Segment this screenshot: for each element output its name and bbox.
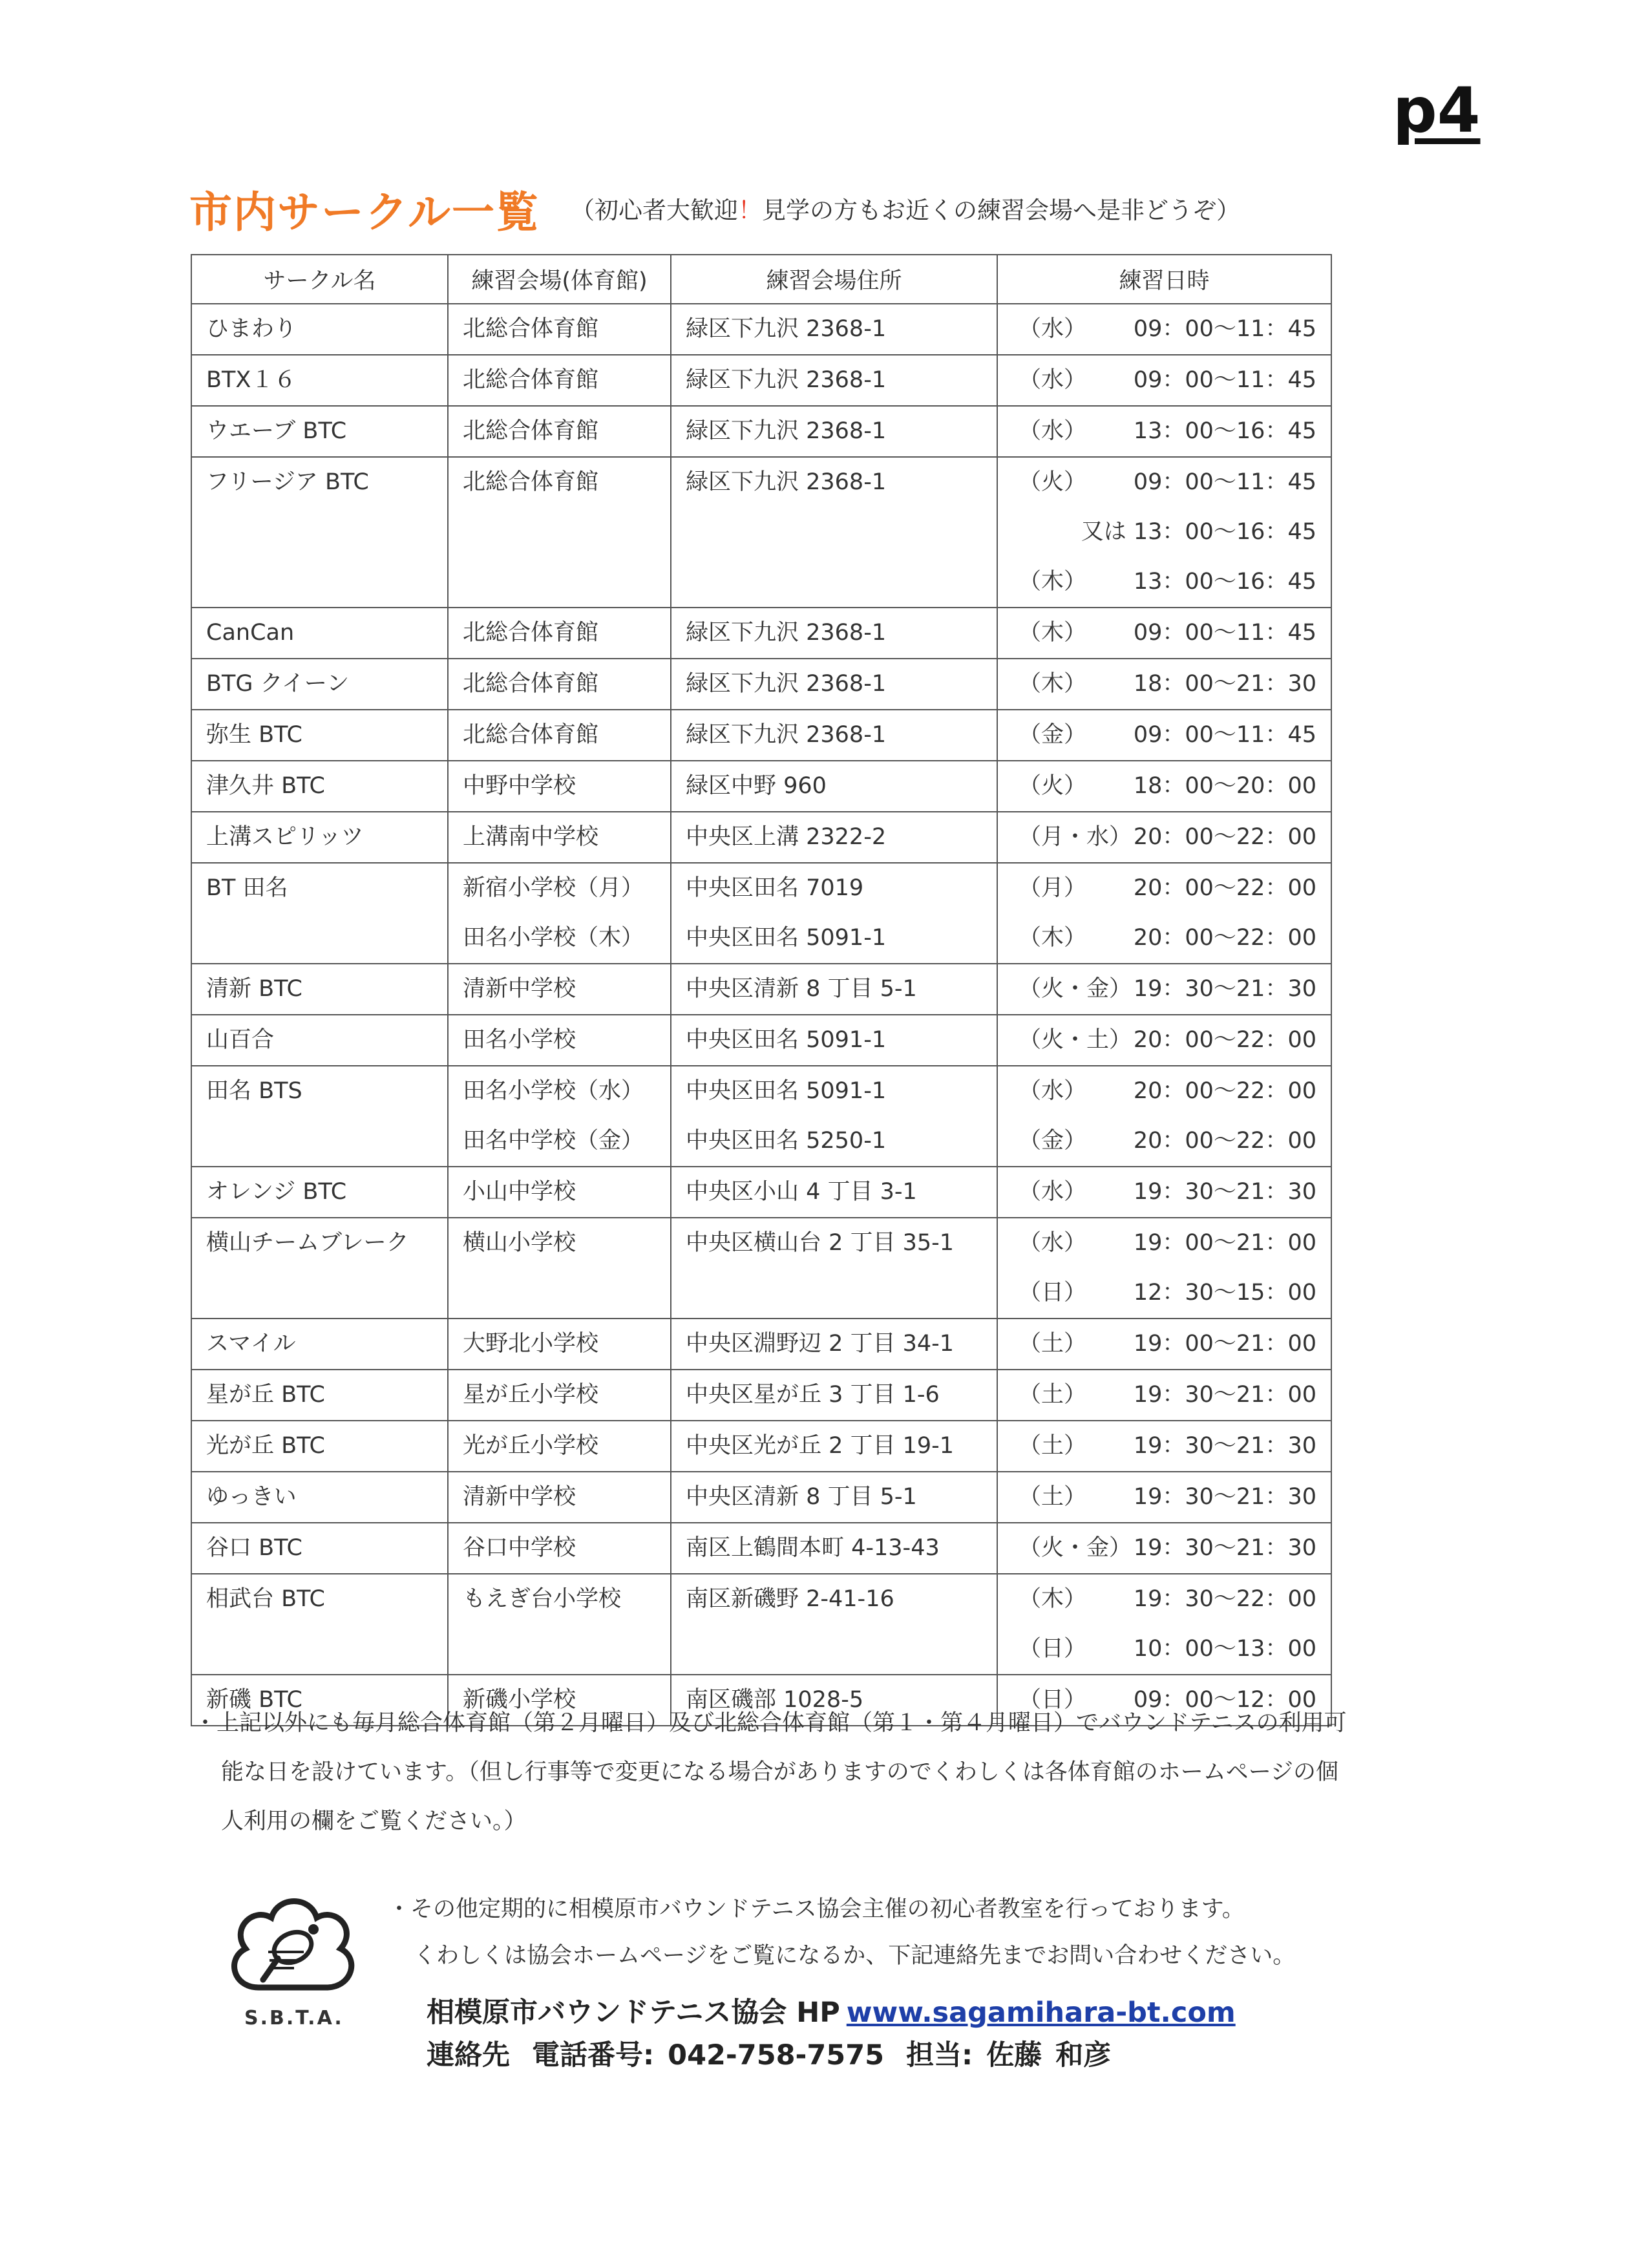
schedule-line <box>998 1066 1331 1116</box>
address-cell <box>671 1218 997 1319</box>
venue: 小山中学校 <box>463 1179 576 1205</box>
circle-name: 横山チームブレーク <box>206 1230 409 1256</box>
header-venue: 練習会場(体育館) <box>448 255 671 304</box>
table-body <box>191 304 1331 1726</box>
venue-cell <box>448 710 671 761</box>
schedule-day: （水） <box>1019 418 1087 444</box>
address-cell <box>671 863 997 964</box>
schedule-day: （日） <box>1019 1636 1087 1662</box>
schedule-time: 20：00～22：00 <box>1133 1027 1316 1053</box>
schedule-cell <box>997 1574 1331 1675</box>
cloud-racket-logo-icon <box>223 1891 362 2007</box>
venue: 谷口中学校 <box>463 1535 576 1561</box>
venue-cell <box>448 812 671 863</box>
schedule-day: （木） <box>1019 671 1087 697</box>
schedule-time: 09：00～11：45 <box>1133 620 1316 646</box>
schedule-day: （木） <box>1019 569 1087 595</box>
circle-name-cell <box>191 1523 448 1574</box>
address: 緑区下九沢 2368-1 <box>686 367 887 393</box>
schedule-line <box>998 1015 1331 1065</box>
table-row <box>191 1066 1331 1167</box>
address: 中央区清新 8 丁目 5-1 <box>686 976 917 1002</box>
venue: 新宿小学校（月） <box>463 875 644 901</box>
circle-name: 上溝スピリッツ <box>206 824 364 850</box>
schedule-time: 20：00～22：00 <box>1133 925 1316 951</box>
circle-name-cell <box>191 355 448 406</box>
venue-cell <box>448 304 671 355</box>
schedule-line <box>998 659 1331 709</box>
venue: 北総合体育館 <box>463 671 599 697</box>
schedule-cell <box>997 1066 1331 1167</box>
schedule-time: 12：30～15：00 <box>1133 1280 1316 1306</box>
circle-name: BT 田名 <box>206 875 288 901</box>
circle-name: 谷口 BTC <box>206 1535 302 1561</box>
address-cell <box>671 812 997 863</box>
circle-name: 津久井 BTC <box>206 773 325 799</box>
schedule-day: （土） <box>1019 1382 1087 1408</box>
schedule-day: （水） <box>1019 1230 1087 1256</box>
note-beginner-line2: くわしくは協会ホームページをご覧になるか、下記連絡先までお問い合わせください。 <box>414 1943 1296 1969</box>
address: 緑区中野 960 <box>686 773 827 799</box>
table-row <box>191 1319 1331 1370</box>
circle-name: 星が丘 BTC <box>206 1382 325 1408</box>
venue-cell <box>448 1421 671 1472</box>
table-row <box>191 608 1331 659</box>
schedule-line <box>998 1574 1331 1624</box>
page-number: p4 <box>1393 74 1481 147</box>
schedule-time: 19：30～21：30 <box>1133 976 1316 1002</box>
schedule-day: （日） <box>1019 1687 1087 1713</box>
schedule-cell <box>997 863 1331 964</box>
table-row <box>191 710 1331 761</box>
venue: 田名小学校（水） <box>463 1078 644 1104</box>
address: 緑区下九沢 2368-1 <box>686 722 887 748</box>
venue-cell <box>448 1167 671 1218</box>
schedule-time: 19：30～22：00 <box>1133 1586 1316 1612</box>
address: 中央区淵野辺 2 丁目 34-1 <box>686 1331 955 1357</box>
schedule-time: 19：30～21：00 <box>1133 1382 1316 1408</box>
schedule-cell <box>997 1421 1331 1472</box>
circle-name: 田名 BTS <box>206 1078 302 1104</box>
table-row <box>191 1472 1331 1523</box>
schedule-line <box>998 507 1331 557</box>
schedule-time: 09：00～12：00 <box>1133 1687 1316 1713</box>
circle-name: ひまわり <box>206 316 297 342</box>
venue: 上溝南中学校 <box>463 824 599 850</box>
schedule-cell <box>997 1370 1331 1421</box>
circle-name-cell <box>191 710 448 761</box>
circle-name-cell <box>191 659 448 710</box>
schedule-cell <box>997 457 1331 608</box>
table-row <box>191 1167 1331 1218</box>
address-cell <box>671 1523 997 1574</box>
schedule-line <box>998 608 1331 658</box>
schedule-day: （木） <box>1019 1586 1087 1612</box>
venue-cell <box>448 1015 671 1066</box>
circle-name-cell <box>191 457 448 608</box>
schedule-cell <box>997 761 1331 812</box>
schedule-line <box>998 1116 1331 1166</box>
schedule-cell <box>997 1218 1331 1319</box>
schedule-time: 19：30～21：30 <box>1133 1535 1316 1561</box>
address: 中央区小山 4 丁目 3-1 <box>686 1179 917 1205</box>
address: 中央区田名 7019 <box>686 875 864 901</box>
venue: 北総合体育館 <box>463 620 599 646</box>
schedule-line <box>998 557 1331 607</box>
schedule-time: 09：00～11：45 <box>1133 316 1316 342</box>
table-header-row <box>191 255 1331 304</box>
circle-name: BTX１６ <box>206 367 297 393</box>
schedule-cell <box>997 659 1331 710</box>
contact-person: 担当: 佐藤 和彦 <box>906 2039 1112 2072</box>
schedule-line <box>998 1319 1331 1369</box>
schedule-line <box>998 458 1331 507</box>
schedule-time: 又は 13：00～16：45 <box>1081 519 1316 545</box>
venue: 清新中学校 <box>463 1484 576 1510</box>
schedule-line <box>998 355 1331 405</box>
contact-line <box>427 2033 1133 2073</box>
circle-name: 光が丘 BTC <box>206 1433 325 1459</box>
venue-cell <box>448 355 671 406</box>
address-cell <box>671 1421 997 1472</box>
circle-name: ウエーブ BTC <box>206 418 347 444</box>
subtitle-exclaim: ！ <box>738 196 763 224</box>
venue-cell <box>448 457 671 608</box>
circle-name-cell <box>191 812 448 863</box>
address-cell <box>671 964 997 1015</box>
schedule-day: （火・金） <box>1019 976 1132 1002</box>
circle-name-cell <box>191 406 448 457</box>
schedule-day: （水） <box>1019 316 1087 342</box>
address: 中央区横山台 2 丁目 35-1 <box>686 1230 955 1256</box>
note-beginner-class <box>388 1886 1295 1979</box>
venue: 清新中学校 <box>463 976 576 1002</box>
contact-label: 連絡先 <box>427 2039 510 2072</box>
schedule-cell <box>997 1319 1331 1370</box>
circle-name: 新磯 BTC <box>206 1687 302 1713</box>
venue: 光が丘小学校 <box>463 1433 599 1459</box>
circle-name-cell <box>191 1370 448 1421</box>
table-row <box>191 964 1331 1015</box>
venue: 北総合体育館 <box>463 722 599 748</box>
schedule-day: （木） <box>1019 620 1087 646</box>
page-title: 市内サークル一覧 <box>189 187 540 237</box>
venue: 北総合体育館 <box>463 418 599 444</box>
title-row <box>189 176 1240 240</box>
venue: 北総合体育館 <box>463 367 599 393</box>
circle-name-cell <box>191 964 448 1015</box>
venue: 北総合体育館 <box>463 316 599 342</box>
schedule-day: （水） <box>1019 1078 1087 1104</box>
address-cell <box>671 1370 997 1421</box>
circle-name: スマイル <box>206 1331 296 1357</box>
address: 緑区下九沢 2368-1 <box>686 316 887 342</box>
address-cell <box>671 659 997 710</box>
schedule-day: （土） <box>1019 1433 1087 1459</box>
circle-name: ゆっきい <box>206 1484 297 1510</box>
table-row <box>191 1370 1331 1421</box>
schedule-cell <box>997 1523 1331 1574</box>
address: 中央区田名 5091-1 <box>686 1027 887 1053</box>
venue-cell <box>448 964 671 1015</box>
schedule-line <box>998 1268 1331 1318</box>
schedule-line <box>998 1421 1331 1471</box>
schedule-cell <box>997 812 1331 863</box>
venue: もえぎ台小学校 <box>463 1586 622 1612</box>
venue-cell <box>448 1370 671 1421</box>
association-name: 相模原市バウンドテニス協会 HP <box>427 1997 840 2029</box>
schedule-time: 09：00～11：45 <box>1133 367 1316 393</box>
schedule-day: （木） <box>1019 925 1087 951</box>
address-cell <box>671 1167 997 1218</box>
circle-name: オレンジ BTC <box>206 1179 347 1205</box>
address-cell <box>671 1015 997 1066</box>
schedule-line <box>998 304 1331 354</box>
schedule-day: （土） <box>1019 1484 1087 1510</box>
circle-name-cell <box>191 1167 448 1218</box>
circle-name-cell <box>191 863 448 964</box>
schedule-day: （火・金） <box>1019 1535 1132 1561</box>
schedule-cell <box>997 1167 1331 1218</box>
venue: 大野北小学校 <box>463 1331 599 1357</box>
note-other-days-text: ・上記以外にも毎月総合体育館（第２月曜日）及び北総合体育館（第１・第４月曜日）でバウンドテニスの利用可能な日を設けています。（但し行事等で変更になる場合がありますのでくわしくは各体育館のホームページの個人利用の欄をご覧ください。） <box>194 1710 1347 1834</box>
address: 中央区上溝 2322-2 <box>686 824 887 850</box>
schedule-day: （月） <box>1019 875 1087 901</box>
venue-cell <box>448 1574 671 1675</box>
table-row <box>191 761 1331 812</box>
venue-cell <box>448 863 671 964</box>
schedule-line <box>998 964 1331 1014</box>
address: 中央区星が丘 3 丁目 1-6 <box>686 1382 940 1408</box>
schedule-time: 20：00～22：00 <box>1133 1078 1316 1104</box>
schedule-time: 18：00～21：30 <box>1133 671 1316 697</box>
address-cell <box>671 1319 997 1370</box>
schedule-line <box>998 761 1331 811</box>
venue: 田名小学校 <box>463 1027 576 1053</box>
schedule-cell <box>997 406 1331 457</box>
address-cell <box>671 1472 997 1523</box>
header-address: 練習会場住所 <box>671 255 997 304</box>
table-row <box>191 1015 1331 1066</box>
address: 中央区清新 8 丁目 5-1 <box>686 1484 917 1510</box>
schedule-time: 10：00～13：00 <box>1133 1636 1316 1662</box>
circle-name: フリージア BTC <box>206 469 369 495</box>
venue: 中野中学校 <box>463 773 576 799</box>
address: 中央区田名 5091-1 <box>686 1078 887 1104</box>
circle-name: 山百合 <box>206 1027 275 1053</box>
address: 中央区田名 5091-1 <box>686 925 887 951</box>
venue-cell <box>448 659 671 710</box>
schedule-time: 19：00～21：00 <box>1133 1331 1316 1357</box>
schedule-line <box>998 407 1331 456</box>
address-cell <box>671 304 997 355</box>
table-row <box>191 659 1331 710</box>
note-other-days <box>194 1699 1357 1846</box>
subtitle-text: （初心者大歓迎 <box>571 196 739 224</box>
circle-name-cell <box>191 608 448 659</box>
association-website-link[interactable]: www.sagamihara-bt.com <box>846 1997 1236 2029</box>
schedule-day: （水） <box>1019 367 1087 393</box>
schedule-time: 09：00～11：45 <box>1133 469 1316 495</box>
subtitle <box>571 191 1240 226</box>
address: 中央区光が丘 2 丁目 19-1 <box>686 1433 955 1459</box>
circle-name-cell <box>191 1218 448 1319</box>
address: 緑区下九沢 2368-1 <box>686 671 887 697</box>
schedule-cell <box>997 710 1331 761</box>
circle-name-cell <box>191 761 448 812</box>
circle-name-cell <box>191 1066 448 1167</box>
schedule-time: 19：00～21：00 <box>1133 1230 1316 1256</box>
header-circle-name: サークル名 <box>191 255 448 304</box>
schedule-day: （火・土） <box>1019 1027 1132 1053</box>
table-row <box>191 1421 1331 1472</box>
circle-name: BTG クイーン <box>206 671 350 697</box>
address-cell <box>671 761 997 812</box>
contact-phone: 電話番号: 042-758-7575 <box>532 2039 885 2072</box>
schedule-line <box>998 710 1331 760</box>
schedule-line <box>998 1370 1331 1420</box>
schedule-line <box>998 812 1331 862</box>
venue-cell <box>448 406 671 457</box>
schedule-line <box>998 913 1331 963</box>
address-cell <box>671 355 997 406</box>
address: 緑区下九沢 2368-1 <box>686 469 887 495</box>
circle-name-cell <box>191 1015 448 1066</box>
table-row <box>191 1523 1331 1574</box>
table-row <box>191 1574 1331 1675</box>
table-row <box>191 863 1331 964</box>
venue-cell <box>448 1218 671 1319</box>
venue: 田名中学校（金） <box>463 1128 644 1154</box>
table-row <box>191 1218 1331 1319</box>
schedule-line <box>998 1523 1331 1573</box>
address-cell <box>671 457 997 608</box>
schedule-time: 19：30～21：30 <box>1133 1179 1316 1205</box>
table-row <box>191 304 1331 355</box>
schedule-day: （金） <box>1019 722 1087 748</box>
schedule-cell <box>997 964 1331 1015</box>
venue-cell <box>448 761 671 812</box>
address-cell <box>671 1066 997 1167</box>
schedule-cell <box>997 304 1331 355</box>
address: 緑区下九沢 2368-1 <box>686 418 887 444</box>
venue: 横山小学校 <box>463 1230 576 1256</box>
table-row <box>191 355 1331 406</box>
address: 南区磯部 1028-5 <box>686 1687 864 1713</box>
schedule-day: （土） <box>1019 1331 1087 1357</box>
schedule-cell <box>997 1472 1331 1523</box>
venue-cell <box>448 608 671 659</box>
venue-cell <box>448 1066 671 1167</box>
address: 緑区下九沢 2368-1 <box>686 620 887 646</box>
schedule-time: 19：30～21：30 <box>1133 1433 1316 1459</box>
circle-name: 弥生 BTC <box>206 722 302 748</box>
venue: 新磯小学校 <box>463 1687 576 1713</box>
circle-name-cell <box>191 1421 448 1472</box>
schedule-line <box>998 1167 1331 1217</box>
address-cell <box>671 406 997 457</box>
circle-name: CanCan <box>206 620 295 646</box>
circle-table <box>191 254 1332 1726</box>
header-schedule: 練習日時 <box>997 255 1331 304</box>
address: 南区上鶴間本町 4-13-43 <box>686 1535 940 1561</box>
circle-name-cell <box>191 1319 448 1370</box>
schedule-time: 18：00～20：00 <box>1133 773 1316 799</box>
schedule-day: （火） <box>1019 773 1087 799</box>
schedule-time: 13：00～16：45 <box>1133 418 1316 444</box>
schedule-day: （火） <box>1019 469 1087 495</box>
schedule-day: （金） <box>1019 1128 1087 1154</box>
venue-cell <box>448 1472 671 1523</box>
venue: 星が丘小学校 <box>463 1382 599 1408</box>
schedule-line <box>998 1472 1331 1522</box>
address-cell <box>671 710 997 761</box>
circle-name: 相武台 BTC <box>206 1586 325 1612</box>
schedule-day: （月・水） <box>1019 824 1132 850</box>
schedule-line <box>998 864 1331 913</box>
table-row <box>191 812 1331 863</box>
circle-name: 清新 BTC <box>206 976 302 1002</box>
venue-cell <box>448 1523 671 1574</box>
table-row <box>191 457 1331 608</box>
schedule-day: （日） <box>1019 1280 1087 1306</box>
association-line <box>427 1991 1236 2030</box>
schedule-cell <box>997 608 1331 659</box>
schedule-line <box>998 1624 1331 1674</box>
schedule-time: 13：00～16：45 <box>1133 569 1316 595</box>
schedule-time: 19：30～21：30 <box>1133 1484 1316 1510</box>
schedule-cell <box>997 1015 1331 1066</box>
address-cell <box>671 608 997 659</box>
schedule-day: （水） <box>1019 1179 1087 1205</box>
address: 中央区田名 5250-1 <box>686 1128 887 1154</box>
schedule-time: 20：00～22：00 <box>1133 875 1316 901</box>
address-cell <box>671 1574 997 1675</box>
note-beginner-line1: ・その他定期的に相模原市バウンドテニス協会主催の初心者教室を行っております。 <box>388 1896 1245 1922</box>
circle-name-cell <box>191 304 448 355</box>
schedule-time: 20：00～22：00 <box>1133 1128 1316 1154</box>
subtitle-text-rest: 見学の方もお近くの練習会場へ是非どうぞ） <box>762 196 1241 224</box>
venue: 田名小学校（木） <box>463 925 644 951</box>
schedule-time: 20：00～22：00 <box>1133 824 1316 850</box>
table-row <box>191 406 1331 457</box>
logo-text: S.B.T.A. <box>244 2007 344 2030</box>
address: 南区新磯野 2-41-16 <box>686 1586 894 1612</box>
schedule-cell <box>997 355 1331 406</box>
circle-name-cell <box>191 1472 448 1523</box>
schedule-time: 09：00～11：45 <box>1133 722 1316 748</box>
circle-name-cell <box>191 1574 448 1675</box>
venue-cell <box>448 1319 671 1370</box>
schedule-line <box>998 1218 1331 1268</box>
venue: 北総合体育館 <box>463 469 599 495</box>
